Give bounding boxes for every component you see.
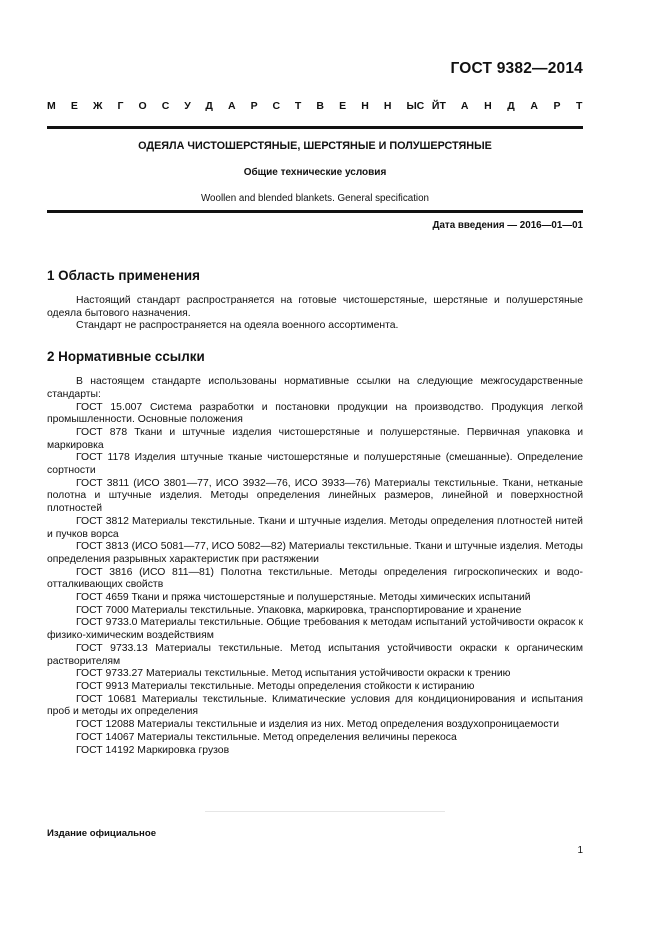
document-body [47, 268, 583, 757]
title-rule [47, 210, 583, 213]
references-intro: В настоящем стандарте использованы нормативные ссылки на следующие межгосударственные стандарты: [47, 376, 583, 400]
document-title: ОДЕЯЛА ЧИСТОШЕРСТЯНЫЕ, ШЕРСТЯНЫЕ И ПОЛУШЕРСТЯНЫЕ [138, 140, 492, 152]
footer-divider [205, 811, 445, 812]
top-rule [47, 126, 583, 129]
reference-item: ГОСТ 1178 Изделия штучные тканые чистошерстяные и полушерстяные (смешанные). Определение сортности [47, 452, 583, 477]
standard-type-banner [47, 100, 598, 114]
reference-item: ГОСТ 10681 Материалы текстильные. Климатические условия для кондиционирования и испытания проб и методы их определения [47, 693, 583, 718]
document-subtitle: Общие технические условия [243, 167, 387, 178]
section-heading-references: 2 Нормативные ссылки [47, 349, 205, 365]
page-number: 1 [577, 845, 583, 856]
section-heading-scope: 1 Область применения [47, 268, 200, 283]
intro-date: Дата введения — 2016—01—01 [432, 220, 583, 231]
reference-item: ГОСТ 14067 Материалы текстильные. Метод определения величины перекоса [76, 731, 457, 743]
edition-label: Издание официальное [47, 828, 157, 839]
reference-item: ГОСТ 3812 Материалы текстильные. Ткани и штучные изделия. Методы определения плотностей нитей и пучков ворса [47, 515, 583, 540]
standard-type-right: СТАНДАРТ [416, 100, 598, 112]
reference-item: ГОСТ 14192 Маркировка грузов [76, 744, 230, 756]
reference-item: ГОСТ 7000 Материалы текстильные. Упаковка, маркировка, транспортирование и хранение [76, 604, 522, 616]
reference-item: ГОСТ 9733.27 Материалы текстильные. Метод испытания устойчивости окраски к трению [76, 668, 511, 680]
scope-paragraph: Настоящий стандарт распространяется на готовые чистошерстяные, шерстяные и полушерстяные одеяла бытового назначения. [47, 295, 583, 319]
reference-item: ГОСТ 878 Ткани и штучные изделия чистошерстяные и полушерстяные. Первичная упаковка и маркировка [47, 426, 583, 451]
reference-item: ГОСТ 3816 (ИСО 811—81) Полотна текстильные. Методы определения гигроскопических и водоотталкивающих свойств [47, 566, 583, 591]
reference-item: ГОСТ 9913 Материалы текстильные. Методы определения стойкости к истиранию [76, 680, 475, 692]
document-title-english: Woollen and blended blankets. General specification [200, 193, 430, 204]
reference-item: ГОСТ 3811 (ИСО 3801—77, ИСО 3932—76, ИСО 3933—76) Материалы текстильные. Ткани, нетканые полотна и штучные изделия. Методы определения линейных размеров, линейной и поверхностной плотностей [47, 477, 583, 515]
reference-item: ГОСТ 9733.0 Материалы текстильные. Общие требования к методам испытаний устойчивости окрасок к физико-химическим воздействиям [47, 617, 583, 642]
reference-item: ГОСТ 3813 (ИСО 5081—77, ИСО 5082—82) Материалы текстильные. Ткани и штучные изделия. Методы определения разрывных характеристик при растяжении [47, 541, 583, 565]
reference-item: ГОСТ 9733.13 Материалы текстильные. Метод испытания устойчивости окраски к органическим растворителям [47, 642, 583, 667]
reference-item: ГОСТ 15.007 Система разработки и постановки продукции на производство. Продукция легкой промышленности. Основные положения [47, 401, 583, 426]
reference-item: ГОСТ 12088 Материалы текстильные и изделия из них. Метод определения воздухопроницаемости [76, 719, 559, 731]
reference-item: ГОСТ 4659 Ткани и пряжа чистошерстяные и полушерстяные. Методы химических испытаний [76, 592, 531, 604]
gost-number: ГОСТ 9382—2014 [450, 60, 583, 77]
standard-type-left: МЕЖГОСУДАРСТВЕННЫЙ [47, 100, 455, 112]
scope-paragraph: Стандарт не распространяется на одеяла военного ассортимента. [76, 320, 399, 332]
